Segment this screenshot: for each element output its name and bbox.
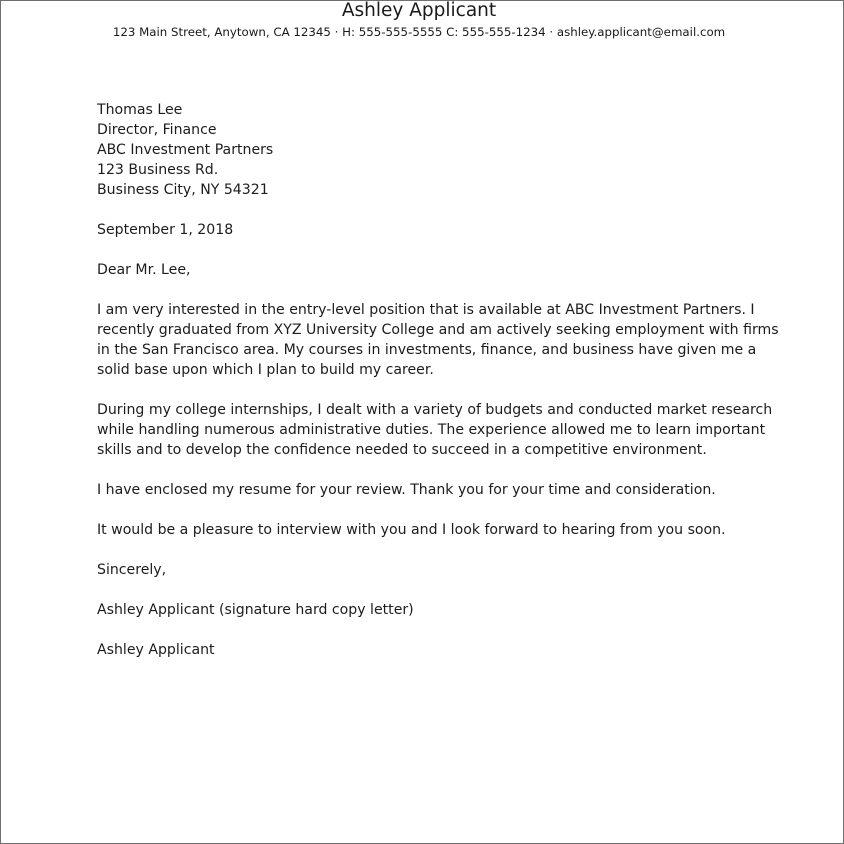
paragraph-2 — [97, 400, 797, 460]
recipient-company: ABC Investment Partners — [97, 142, 274, 158]
signature-note: Ashley Applicant (signature hard copy letter) — [97, 602, 414, 618]
recipient-title: Director, Finance — [97, 122, 217, 138]
recipient-street: 123 Business Rd. — [97, 162, 219, 178]
letter-body — [97, 100, 797, 660]
paragraph-4 — [97, 520, 797, 540]
paragraph-3 — [97, 480, 797, 500]
closing: Sincerely, — [97, 562, 167, 578]
typed-name: Ashley Applicant — [97, 642, 215, 658]
paragraph-line: I have enclosed my resume for your review. Thank you for your time and consideration. — [97, 482, 716, 498]
paragraph-line: in the San Francisco area. My courses in investments, finance, and business have given me a — [97, 342, 757, 358]
paragraph-line: During my college internships, I dealt with a variety of budgets and conducted market research — [97, 402, 773, 418]
paragraph-line: while handling numerous administrative duties. The experience allowed me to learn important — [97, 422, 766, 438]
recipient-address-block — [97, 100, 797, 200]
paragraph-line: It would be a pleasure to interview with you and I look forward to hearing from you soon. — [97, 522, 726, 538]
salutation: Dear Mr. Lee, — [97, 262, 191, 278]
recipient-name: Thomas Lee — [97, 102, 183, 118]
paragraph-1 — [97, 300, 797, 380]
sender-name: Ashley Applicant — [341, 0, 497, 21]
paragraph-line: skills and to develop the confidence needed to succeed in a competitive environment. — [97, 442, 707, 458]
paragraph-line: recently graduated from XYZ University College and am actively seeking employment with firms — [97, 322, 779, 338]
sender-contact-info: 123 Main Street, Anytown, CA 12345 · H: 555-555-5555 C: 555-555-1234 · ashley.applicant@email.com — [112, 25, 726, 39]
recipient-city-state-zip: Business City, NY 54321 — [97, 182, 269, 198]
paragraph-line: I am very interested in the entry-level position that is available at ABC Investment Partners. I — [97, 302, 755, 318]
letter-date: September 1, 2018 — [97, 222, 234, 238]
paragraph-line: solid base upon which I plan to build my career. — [97, 362, 434, 378]
